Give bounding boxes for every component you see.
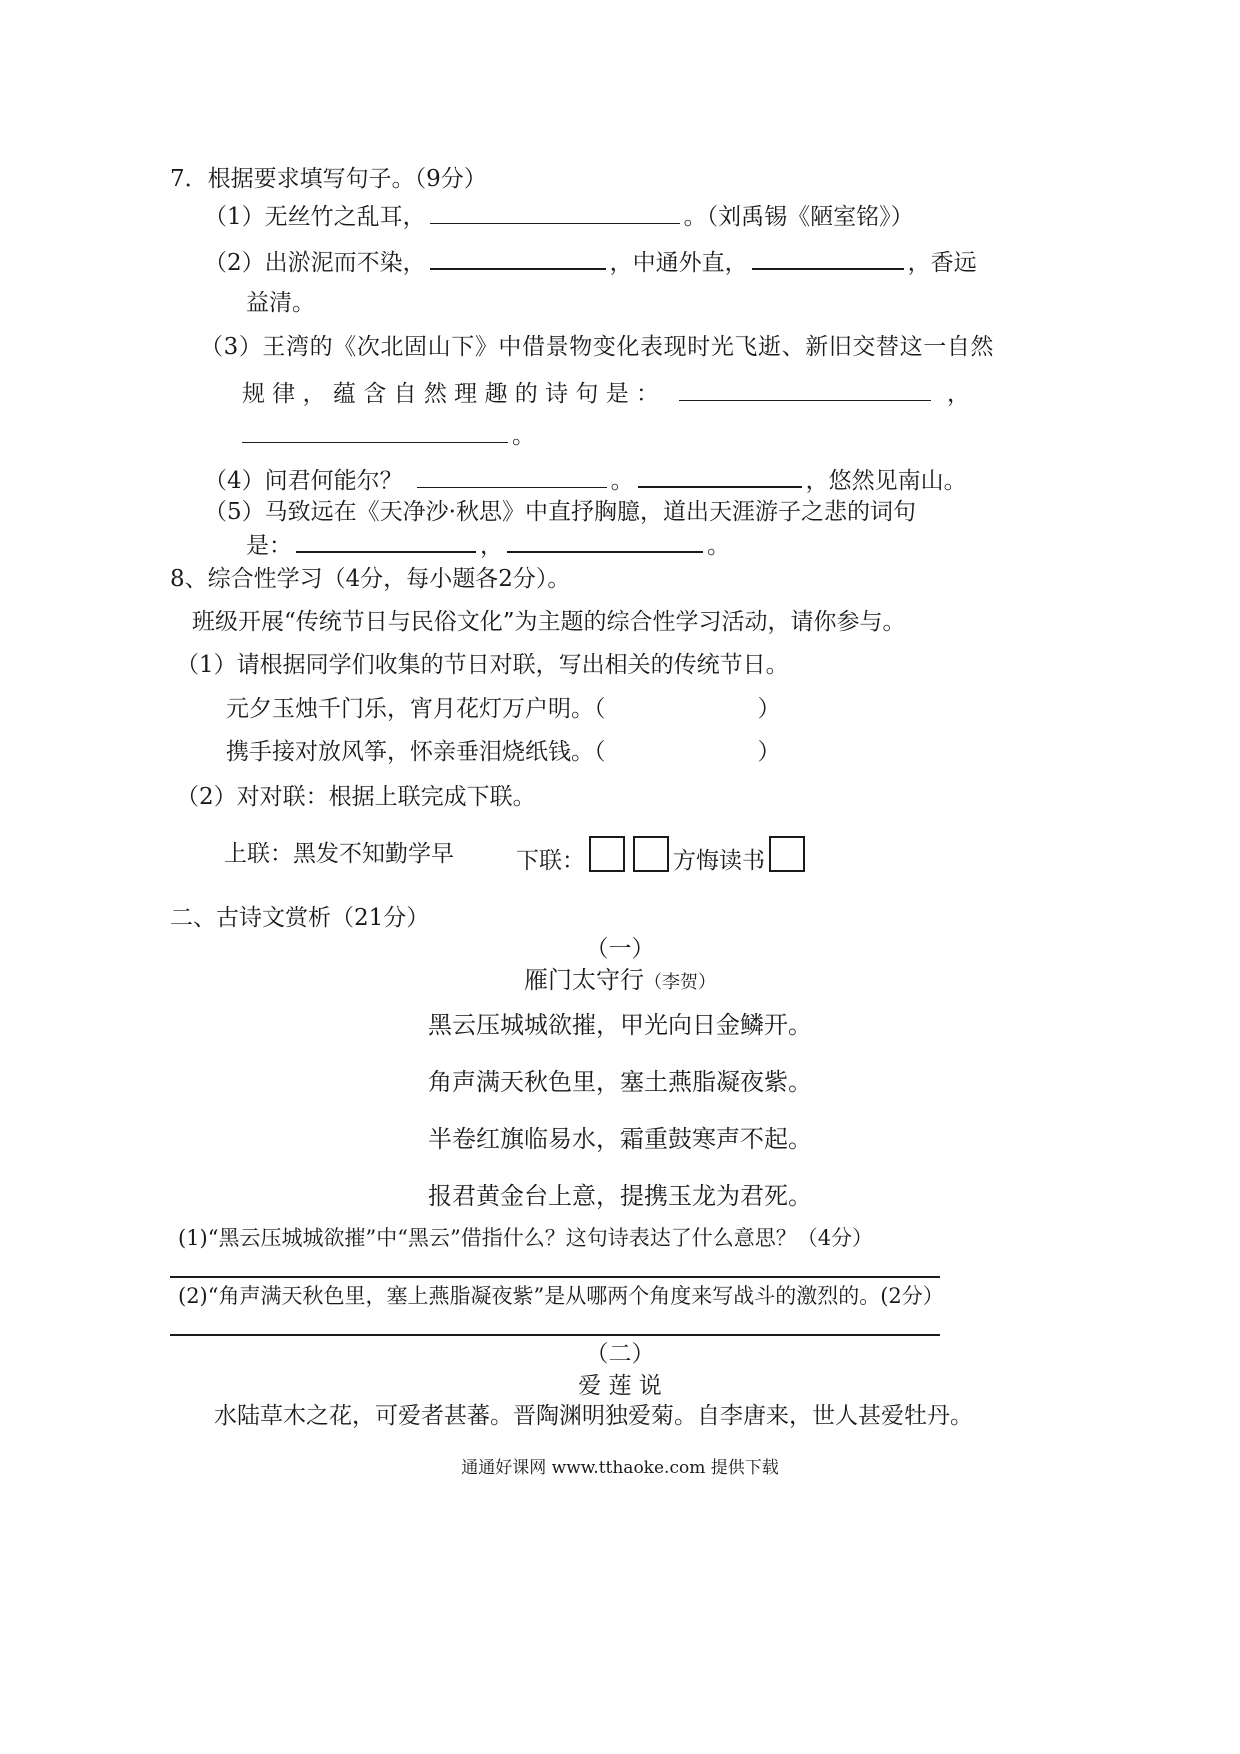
answer-blank[interactable] — [296, 529, 476, 553]
poem-line: 报君黄金台上意，提携玉龙为君死。 — [428, 1182, 812, 1210]
answer-blank[interactable] — [242, 420, 508, 443]
poem-author: （李贺） — [644, 972, 716, 993]
q7-item-1: （1）无丝竹之乱耳， 。（刘禹锡《陋室铭》） — [204, 201, 914, 232]
q8-title: 8、综合性学习（4分，每小题各2分）。 — [170, 566, 571, 592]
q7-item-3-line2: 规 律 ， 蕴 含 自 然 理 趣 的 诗 句 是 ： ， — [242, 378, 970, 409]
answer-line[interactable] — [170, 1276, 940, 1278]
answer-blank[interactable] — [430, 201, 680, 224]
q7-item-5: （5）马致远在《天净沙·秋思》中直抒胸臆，道出天涯游子之悲的词句 — [204, 499, 916, 525]
q7-item-3: （3）王湾的《次北固山下》中借景物变化表现时光飞逝、新旧交替这一自然 — [200, 334, 995, 360]
answer-box[interactable] — [589, 836, 625, 872]
couplet-2: 携手接对放风筝，怀亲垂泪烧纸钱。（ ） — [226, 739, 781, 765]
lower-couplet: 下联： 方悔读书 — [516, 836, 809, 876]
answer-blank[interactable] — [752, 246, 904, 270]
poem-line: 角声满天秋色里，塞土燕脂凝夜紫。 — [428, 1068, 812, 1096]
upper-couplet: 上联：黑发不知勤学早 — [224, 841, 454, 867]
poem-title: 雁门太守行 — [524, 966, 644, 994]
answer-blank[interactable] — [417, 465, 607, 488]
part-2-heading: （二） — [585, 1341, 655, 1367]
q7-title: 7．根据要求填写句子。（9分） — [170, 166, 487, 192]
q8-intro: 班级开展“传统节日与民俗文化”为主题的综合性学习活动，请你参与。 — [192, 609, 906, 635]
poem-line: 黑云压城城欲摧，甲光向日金鳞开。 — [428, 1011, 812, 1039]
answer-blank[interactable] — [430, 246, 606, 270]
answer-box[interactable] — [633, 836, 669, 872]
poem-heading — [0, 966, 1240, 996]
poem-question-1: (1)“黑云压城城欲摧”中“黑云”借指什么？这句诗表达了什么意思？（4分） — [178, 1226, 874, 1250]
essay-first-line: 水陆草木之花，可爱者甚蕃。晋陶渊明独爱菊。自李唐来，世人甚爱牡丹。 — [214, 1403, 973, 1429]
q8-part-2: （2）对对联：根据上联完成下联。 — [176, 784, 536, 810]
section-2-title: 二、古诗文赏析（21分） — [170, 905, 430, 931]
essay-title: 爱 莲 说 — [578, 1373, 662, 1399]
answer-blank[interactable] — [679, 378, 931, 401]
answer-line[interactable] — [170, 1334, 940, 1336]
q8-part-1: （1）请根据同学们收集的节日对联，写出相关的传统节日。 — [176, 652, 789, 678]
q7-item-2-cont: 益清。 — [246, 290, 315, 316]
q7-item-4: （4）问君何能尔？ 。 ，悠然见南山。 — [204, 464, 967, 496]
q7-item-5-line2: 是： ， 。 — [246, 529, 730, 561]
page-footer: 通通好课网 www.tthaoke.com 提供下载 — [461, 1458, 779, 1478]
answer-blank[interactable] — [507, 529, 703, 553]
couplet-1: 元夕玉烛千门乐，宵月花灯万户明。（ ） — [226, 696, 781, 722]
answer-blank[interactable] — [638, 464, 802, 488]
poem-line: 半卷红旗临易水，霜重鼓寒声不起。 — [428, 1125, 812, 1153]
poem-question-2: (2)“角声满天秋色里，塞上燕脂凝夜紫”是从哪两个角度来写战斗的激烈的。(2分） — [178, 1284, 944, 1308]
q7-item-3-line3: 。 — [242, 420, 535, 451]
answer-box[interactable] — [769, 836, 805, 872]
q7-item-2: （2）出淤泥而不染， ，中通外直， ，香远 — [204, 246, 977, 278]
part-1-heading: （一） — [585, 936, 655, 962]
